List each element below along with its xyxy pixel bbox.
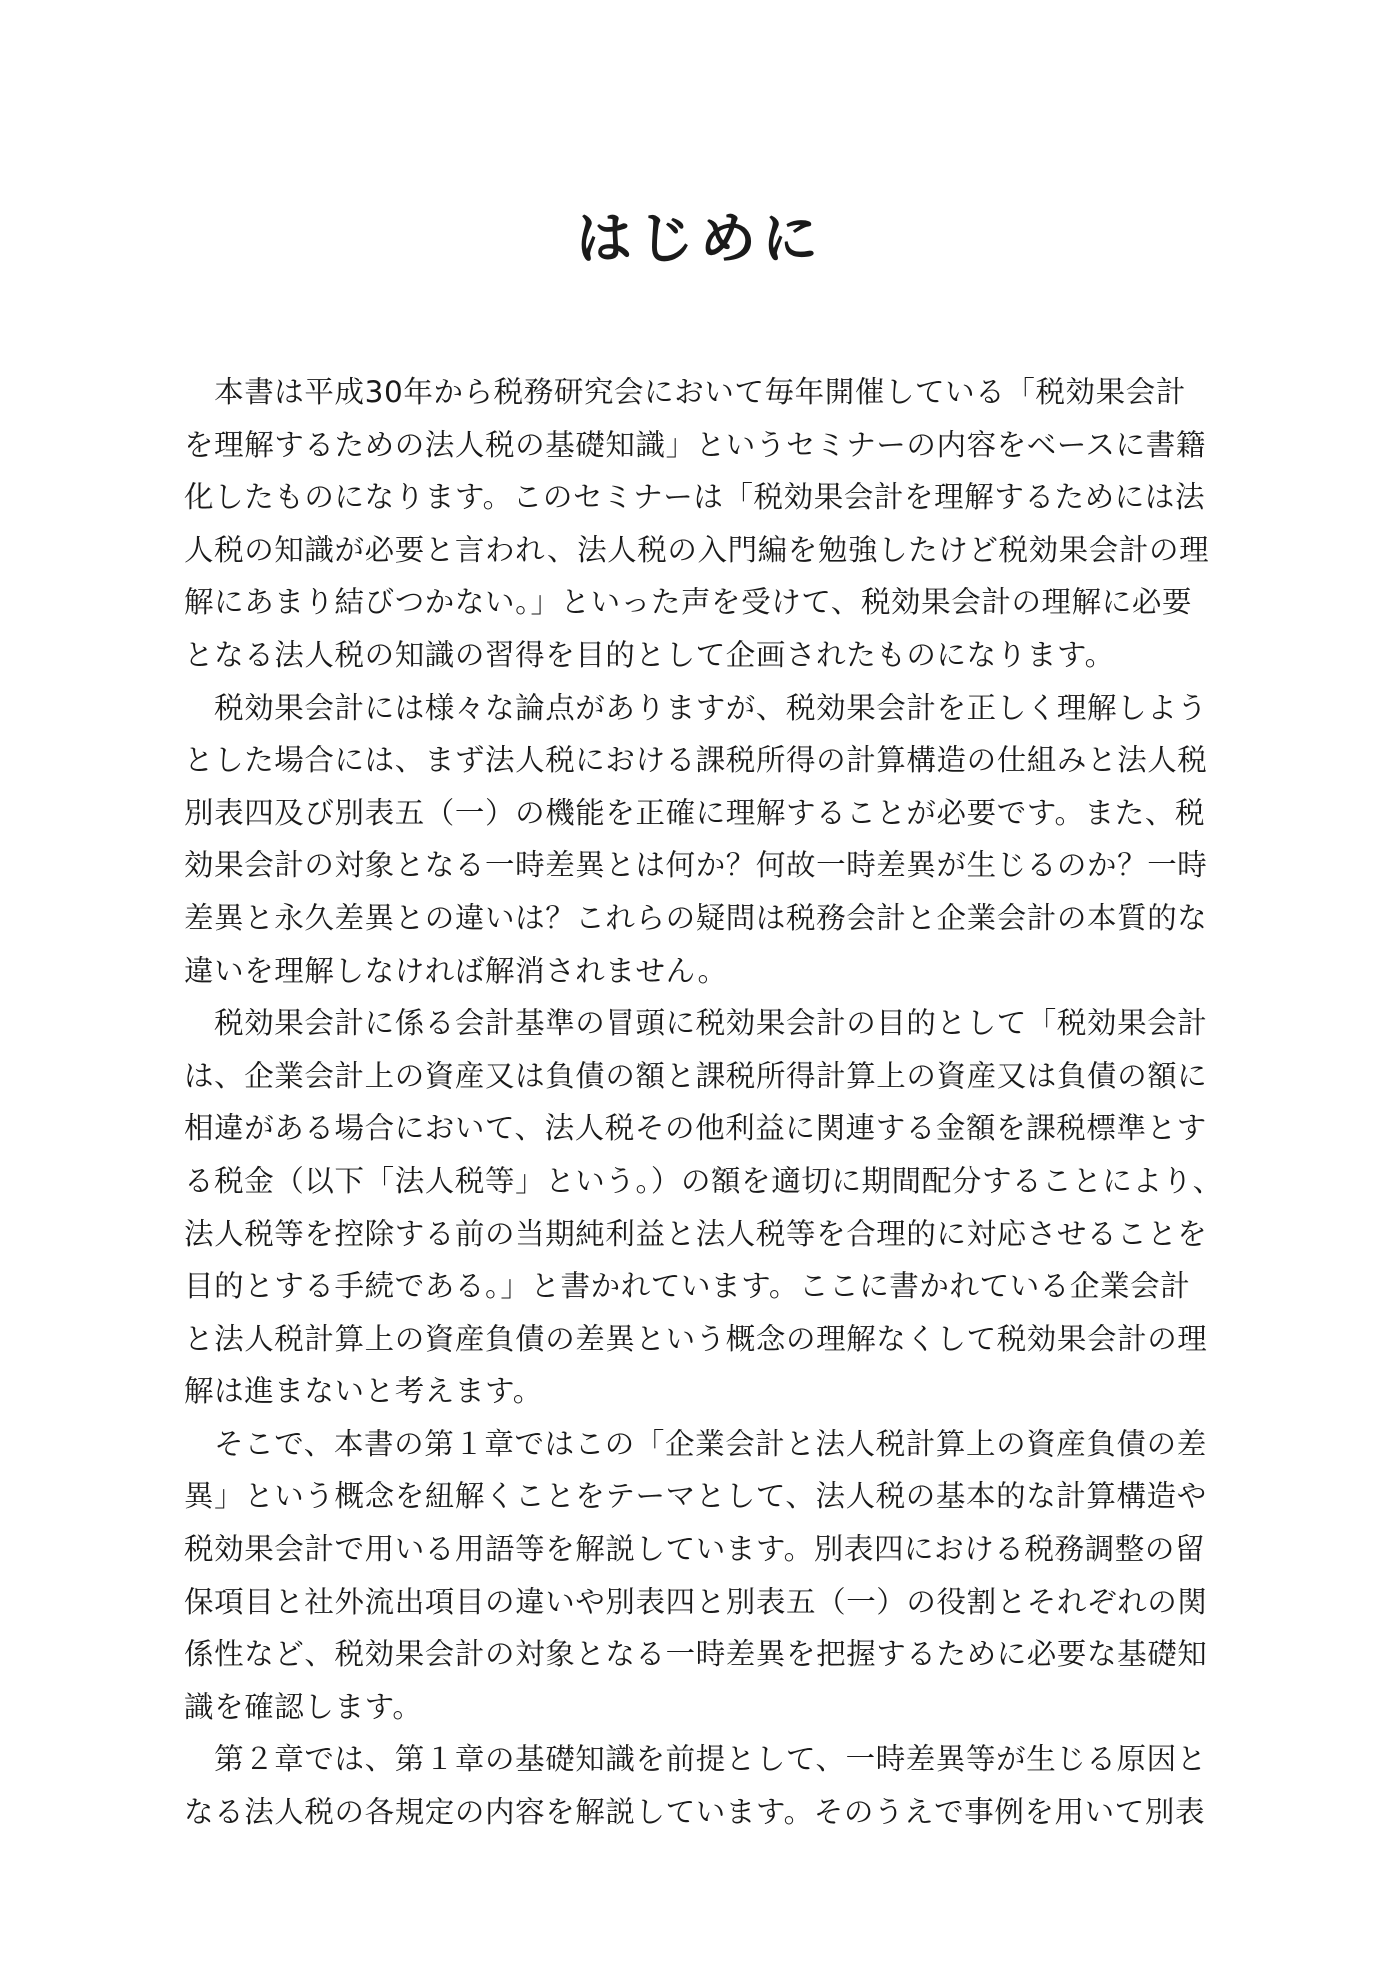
text-line: 解は進まないと考えます。 — [184, 1374, 543, 1409]
text-line: 異」という概念を紐解くことをテーマとして、法人税の基本的な計算構造や — [184, 1479, 1207, 1514]
text-line: 差異と永久差異との違いは？これらの疑問は税務会計と企業会計の本質的な — [184, 900, 1208, 935]
text-line: 税効果会計に係る会計基準の冒頭に税効果会計の目的として「税効果会計 — [184, 1006, 1208, 1041]
text-line: 係性など、税効果会計の対象となる一時差異を把握するために必要な基礎知 — [184, 1637, 1208, 1672]
text-line: とした場合には、まず法人税における課税所得の計算構造の仕組みと法人税 — [184, 743, 1208, 778]
text-line: と法人税計算上の資産負債の差異という概念の理解なくして税効果会計の理 — [184, 1321, 1208, 1356]
text-line: る税金（以下「法人税等」という。）の額を適切に期間配分することにより、 — [184, 1163, 1223, 1198]
text-line: 効果会計の対象となる一時差異とは何か？何故一時差異が生じるのか？一時 — [184, 848, 1208, 883]
text-line: 化したものになります。このセミナーは「税効果会計を理解するためには法 — [184, 480, 1206, 515]
text-line: 法人税等を控除する前の当期純利益と法人税等を合理的に対応させることを — [184, 1216, 1208, 1251]
text-line: 保項目と社外流出項目の違いや別表四と別表五（一）の役割とそれぞれの関 — [184, 1584, 1208, 1619]
text-line: は、企業会計上の資産又は負債の額と課税所得計算上の資産又は負債の額に — [184, 1058, 1208, 1093]
text-line: 目的とする手続である。」と書かれています。ここに書かれている企業会計 — [184, 1269, 1191, 1304]
text-line: を理解するための法人税の基礎知識」というセミナーの内容をベースに書籍 — [184, 427, 1206, 462]
text-line: なる法人税の各規定の内容を解説しています。そのうえで事例を用いて別表 — [184, 1795, 1206, 1830]
text-line: 相違がある場合において、法人税その他利益に関連する金額を課税標準とす — [184, 1111, 1207, 1146]
text-line: 本書は平成30年から税務研究会において毎年開催している「税効果会計 — [184, 375, 1186, 409]
text-line: 別表四及び別表五（一）の機能を正確に理解することが必要です。また、税 — [184, 795, 1206, 830]
body-text — [184, 366, 1224, 1839]
text-line: 第２章では、第１章の基礎知識を前提として、一時差異等が生じる原因と — [184, 1742, 1207, 1777]
text-line: 解にあまり結びつかない。」といった声を受けて、税効果会計の理解に必要 — [184, 585, 1193, 620]
text-line: 税効果会計で用いる用語等を解説しています。別表四における税務調整の留 — [184, 1532, 1206, 1567]
page-title: はじめに — [576, 207, 824, 272]
text-line: 人税の知識が必要と言われ、法人税の入門編を勉強したけど税効果会計の理 — [184, 532, 1210, 567]
text-line: 税効果会計には様々な論点がありますが、税効果会計を正しく理解しよう — [184, 690, 1208, 725]
text-line: となる法人税の知識の習得を目的として企画されたものになります。 — [184, 637, 1115, 672]
text-line: そこで、本書の第１章ではこの「企業会計と法人税計算上の資産負債の差 — [184, 1426, 1207, 1461]
text-line: 違いを理解しなければ解消されません。 — [184, 953, 728, 988]
text-line: 識を確認します。 — [184, 1689, 423, 1724]
